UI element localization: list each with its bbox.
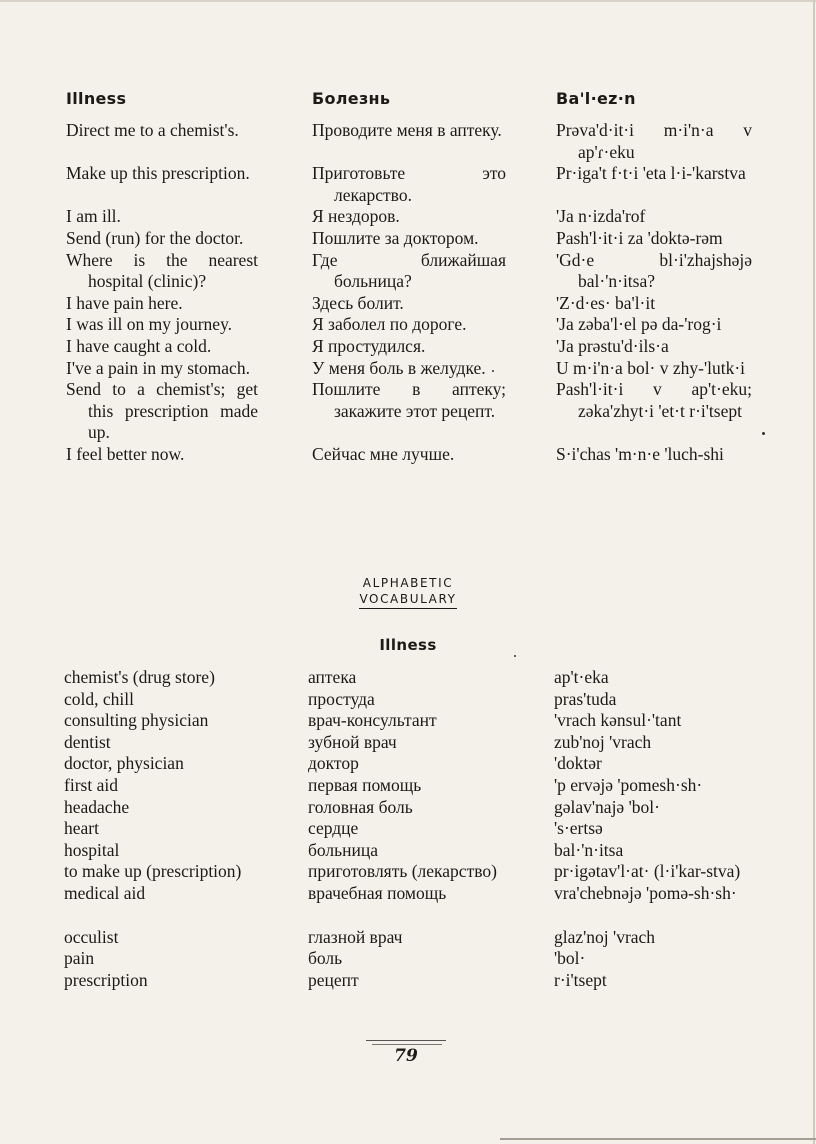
vocabulary-tr-13: 'bol· bbox=[554, 948, 586, 969]
vocabulary-tr-9: pr·igətav'l·at· (l·i'kar-stva) bbox=[554, 861, 741, 882]
vocabulary-ru-12: глазной врач bbox=[308, 926, 403, 947]
vocabulary-spacer bbox=[308, 905, 502, 927]
vocabulary-en-3: dentist bbox=[64, 731, 111, 752]
vocabulary-en-0: chemist's (drug store) bbox=[64, 667, 215, 687]
russian-phrase-column bbox=[312, 88, 506, 466]
vocabulary-spacer bbox=[554, 905, 750, 927]
vocabulary-en-2: consulting physician bbox=[64, 710, 209, 731]
phrase-tr-6: 'Ja zəba'l·el pə da-'rog·i bbox=[556, 314, 722, 335]
phrase-en-2: I am ill. bbox=[66, 206, 121, 227]
vocabulary-transliteration-column bbox=[554, 667, 750, 991]
vocabulary-ru-1: простуда bbox=[308, 688, 375, 709]
english-header: Illness bbox=[66, 89, 127, 108]
phrase-en-4: Where is the nearest hospital (clinic)? bbox=[66, 249, 258, 292]
vocabulary-ru-5: первая помощь bbox=[308, 774, 422, 795]
vocabulary-tr-6: gəlav'najə 'bol· bbox=[554, 796, 660, 817]
phrase-tr-10: S·i'chas 'm·n·e 'luch-shi bbox=[556, 443, 724, 464]
print-speck bbox=[762, 432, 765, 435]
vocabulary-tr-12: glaz'noj 'vrach bbox=[554, 926, 656, 947]
vocabulary-tr-14: r·i'tsept bbox=[554, 969, 607, 990]
phrase-ru-3: Пошлите за доктором. bbox=[312, 227, 479, 248]
vocabulary-en-4: doctor, physician bbox=[64, 753, 184, 774]
vocabulary-tr-3: zub'noj 'vrach bbox=[554, 731, 652, 752]
transliteration-phrase-column bbox=[556, 88, 752, 466]
phrase-ru-9: Пошлите в аптеку; закажите этот рецепт. bbox=[312, 379, 506, 421]
phrase-tr-0: Prəva'd·it·i m·i'n·a v ap'ɾ·eku bbox=[556, 120, 752, 162]
vocabulary-section-title bbox=[300, 575, 516, 609]
vocabulary-english-column bbox=[64, 667, 258, 991]
vocabulary-ru-0: аптека bbox=[308, 667, 357, 687]
vocabulary-en-6: headache bbox=[64, 796, 130, 817]
print-speck bbox=[514, 655, 516, 657]
vocabulary-title-line2: VOCABULARY bbox=[359, 591, 456, 609]
page-right-edge bbox=[813, 0, 815, 1144]
phrase-tr-9: Pash'l·it·i v ap't·eku; zəka'zhyt·i 'et·t r·i'tsept bbox=[556, 379, 752, 421]
vocabulary-ru-3: зубной врач bbox=[308, 731, 397, 752]
vocabulary-ru-8: больница bbox=[308, 839, 378, 860]
vocabulary-en-13: pain bbox=[64, 948, 95, 969]
phrase-en-10: I feel better now. bbox=[66, 443, 185, 464]
vocabulary-tr-10: vra'chebnəjə 'pomə-sh·sh· bbox=[554, 882, 737, 903]
vocabulary-en-7: heart bbox=[64, 818, 99, 839]
phrase-tr-4: 'Gd·e bl·i'zhajshəjə bal·'n·itsa? bbox=[556, 249, 752, 292]
english-phrase-column bbox=[66, 88, 258, 466]
phrase-tr-7: 'Ja prəstu'd·ils·a bbox=[556, 335, 669, 356]
phrase-en-1: Make up this prescription. bbox=[66, 163, 250, 184]
phrase-tr-3: Pash'l·it·i za 'doktə-rəm bbox=[556, 227, 723, 248]
phrase-en-6: I was ill on my journey. bbox=[66, 314, 233, 335]
vocabulary-en-8: hospital bbox=[64, 839, 120, 860]
vocabulary-ru-6: головная боль bbox=[308, 796, 413, 817]
vocabulary-tr-7: 's·ertsə bbox=[554, 818, 603, 839]
phrase-tr-8: U m·i'n·a bol· v zhy-'lutk·i bbox=[556, 357, 746, 378]
phrase-en-8: I've a pain in my stomach. bbox=[66, 357, 250, 378]
phrase-tr-1: Pr·iga't f·t·i 'eta l·i-'karstva bbox=[556, 163, 746, 184]
phrase-ru-5: Здесь болит. bbox=[312, 292, 404, 313]
phrase-ru-8: У меня боль в желудке. bbox=[312, 357, 486, 378]
vocabulary-spacer bbox=[64, 905, 258, 927]
vocabulary-tr-5: 'p ervəjə 'pomesh·sh· bbox=[554, 774, 703, 795]
print-speck bbox=[492, 370, 494, 372]
vocabulary-en-9: to make up (prescription) bbox=[64, 861, 242, 882]
vocabulary-ru-10: врачебная помощь bbox=[308, 882, 447, 903]
phrase-en-5: I have pain here. bbox=[66, 292, 183, 313]
vocabulary-ru-14: рецепт bbox=[308, 969, 359, 990]
footer-rule bbox=[366, 1040, 446, 1041]
vocabulary-title-line1: ALPHABETIC bbox=[362, 576, 454, 590]
phrase-tr-5: 'Z·d·es· ba'l·it bbox=[556, 292, 656, 313]
phrase-tr-2: 'Ja n·izda'rof bbox=[556, 206, 646, 227]
vocabulary-en-1: cold, chill bbox=[64, 688, 134, 709]
vocabulary-subtitle: Illness bbox=[379, 636, 437, 654]
footer-rule-secondary bbox=[372, 1044, 442, 1045]
vocabulary-tr-2: 'vrach kənsul·'tant bbox=[554, 710, 682, 731]
vocabulary-tr-1: pras'tuda bbox=[554, 688, 617, 709]
phrase-en-9: Send to a chemist's; get this prescription made up. bbox=[66, 379, 258, 443]
vocabulary-tr-0: ap't·eka bbox=[554, 667, 609, 687]
vocabulary-en-14: prescription bbox=[64, 969, 148, 990]
vocabulary-tr-8: bal·'n·itsa bbox=[554, 839, 624, 860]
vocabulary-russian-column bbox=[308, 667, 502, 991]
phrase-ru-1: Приготовьте это лекарство. bbox=[312, 163, 506, 205]
phrase-ru-10: Сейчас мне лучше. bbox=[312, 443, 455, 464]
vocabulary-tr-4: 'doktər bbox=[554, 753, 602, 774]
phrase-ru-0: Проводите меня в аптеку. bbox=[312, 120, 502, 140]
vocabulary-ru-9: приготовлять (лекарство) bbox=[308, 861, 497, 882]
vocabulary-en-5: first aid bbox=[64, 774, 118, 795]
page-top-edge bbox=[0, 0, 816, 2]
page-bottom-edge bbox=[500, 1138, 816, 1140]
page-number: 79 bbox=[394, 1046, 418, 1066]
vocabulary-ru-4: доктор bbox=[308, 753, 359, 774]
phrase-ru-2: Я нездоров. bbox=[312, 206, 400, 227]
phrase-ru-4: Где ближайшая больница? bbox=[312, 249, 506, 292]
vocabulary-en-12: occulist bbox=[64, 926, 119, 947]
phrase-ru-7: Я простудился. bbox=[312, 335, 426, 356]
phrase-ru-6: Я заболел по дороге. bbox=[312, 314, 467, 335]
vocabulary-ru-7: сердце bbox=[308, 818, 359, 839]
phrase-en-0: Direct me to a chemist's. bbox=[66, 120, 239, 140]
vocabulary-ru-13: боль bbox=[308, 948, 343, 969]
transliteration-header: Ba'l·ez·n bbox=[556, 89, 636, 108]
vocabulary-en-10: medical aid bbox=[64, 882, 146, 903]
phrase-en-3: Send (run) for the doctor. bbox=[66, 227, 244, 248]
vocabulary-ru-2: врач-консультант bbox=[308, 710, 437, 731]
phrase-en-7: I have caught a cold. bbox=[66, 335, 212, 356]
russian-header: Болезнь bbox=[312, 89, 391, 108]
